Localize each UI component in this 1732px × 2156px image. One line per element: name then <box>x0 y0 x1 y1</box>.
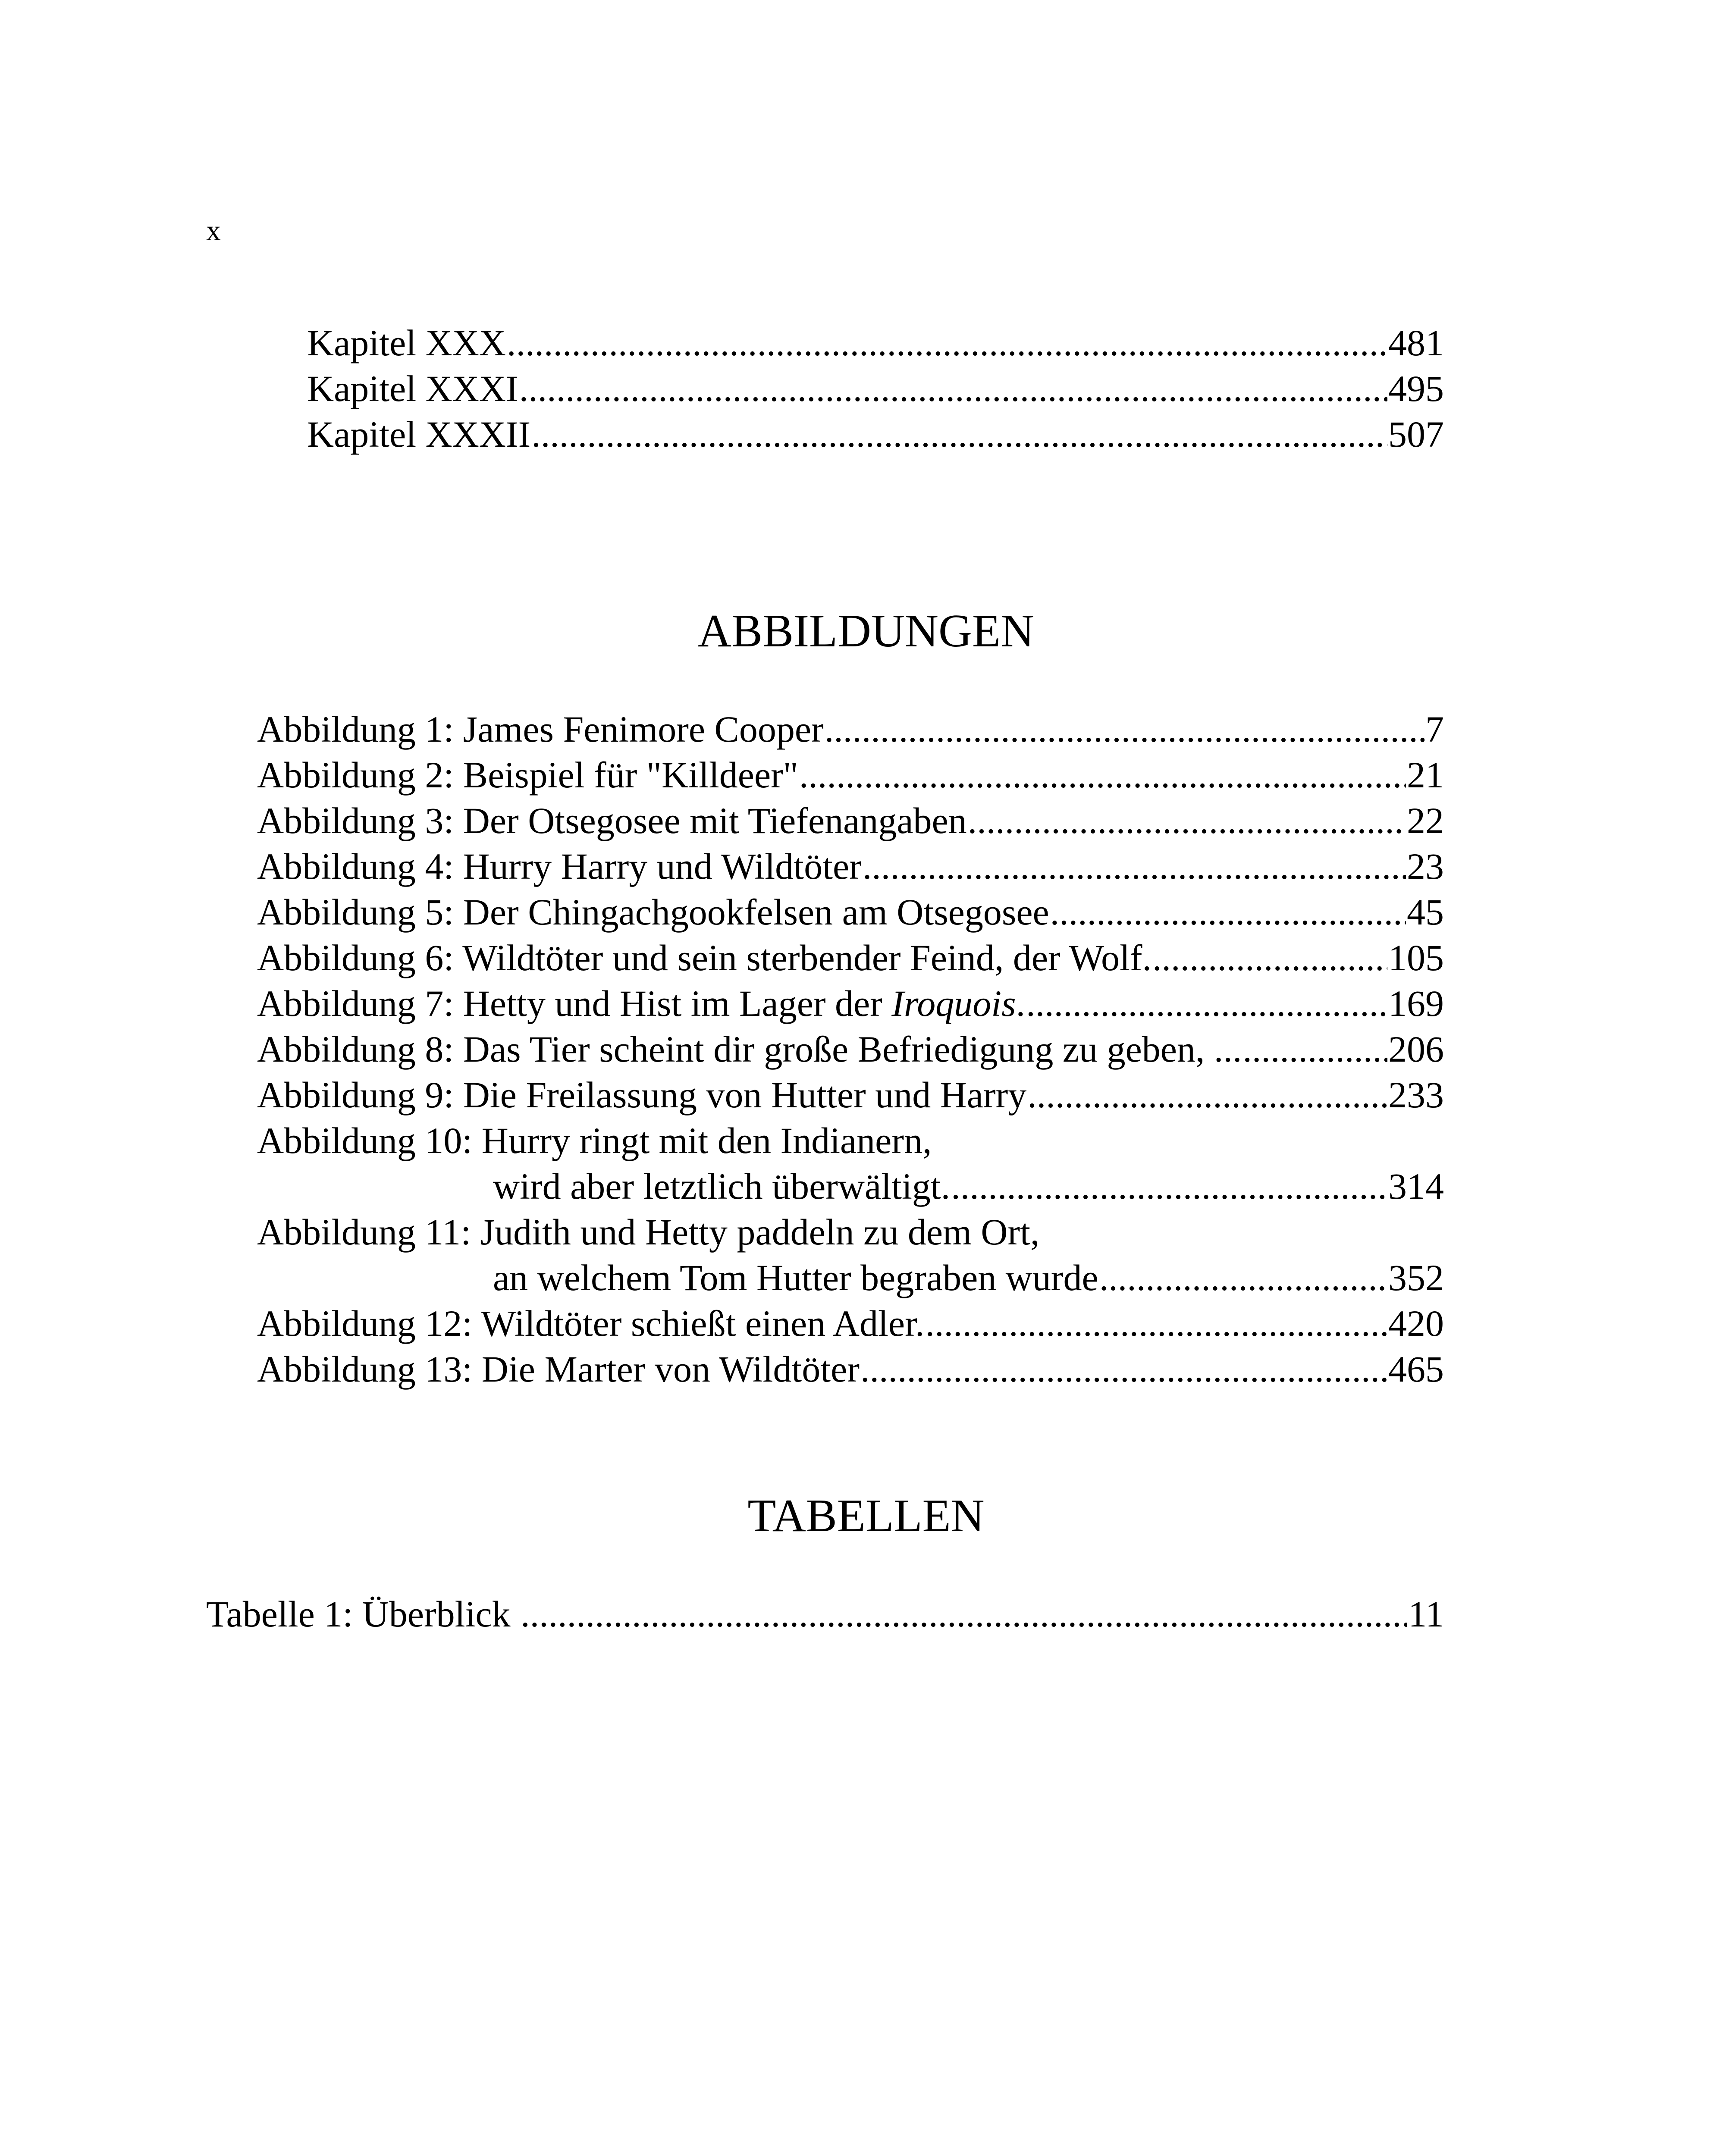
dot-leader <box>799 756 1406 793</box>
dot-leader <box>1243 1031 1387 1068</box>
toc-entry-chapter-32[interactable] <box>307 416 1444 453</box>
toc-entry-label: Abbildung 13: Die Marter von Wildtöter <box>257 1348 860 1390</box>
toc-entry-label: Tabelle 1: Überblick <box>206 1593 520 1635</box>
dot-leader <box>926 1305 1388 1342</box>
toc-entry-page: 481 <box>1388 322 1444 364</box>
toc-entry-page: 495 <box>1388 368 1444 409</box>
toc-entry-figure-2[interactable] <box>257 754 1444 796</box>
toc-entry-figure-10[interactable] <box>493 1168 1444 1205</box>
toc-entry-label: Kapitel XXX <box>307 322 506 364</box>
toc-entry-page: 314 <box>1388 1166 1444 1207</box>
dot-leader <box>1152 939 1387 976</box>
toc-entry-figure-8[interactable] <box>257 1028 1444 1070</box>
toc-entry-figure-6[interactable] <box>257 939 1444 976</box>
dot-leader <box>531 416 1387 453</box>
dot-leader <box>860 1351 1387 1388</box>
toc-entry-figure-7[interactable] <box>257 985 1444 1022</box>
toc-entry-label: Abbildung 1: James Fenimore Cooper <box>257 708 824 750</box>
toc-entry-page: 11 <box>1408 1593 1444 1635</box>
toc-entry-chapter-31[interactable] <box>307 370 1444 407</box>
toc-entry-label: Abbildung 9: Die Freilassung von Hutter und Harry <box>257 1074 1027 1116</box>
toc-entry-label: Abbildung 2: Beispiel für "Killdeer" <box>257 754 798 796</box>
toc-entry-figure-10-line1[interactable]: Abbildung 10: Hurry ringt mit den Indianern, <box>257 1120 932 1161</box>
toc-entry-page: 22 <box>1407 800 1444 841</box>
toc-entry-figure-1[interactable] <box>257 708 1444 750</box>
toc-entry-label: Abbildung 12: Wildtöter schießt einen Adler. <box>257 1303 925 1344</box>
toc-entry-page: 105 <box>1388 937 1444 978</box>
dot-leader <box>863 848 1406 885</box>
toc-entry-table-1[interactable] <box>206 1595 1444 1633</box>
dot-leader <box>507 324 1387 361</box>
toc-entry-label: wird aber letztlich überwältigt. <box>493 1166 951 1207</box>
dot-leader <box>1026 985 1387 1022</box>
toc-entry-label: Abbildung 5: Der Chingachgookfelsen am Otsegosee <box>257 891 1049 933</box>
toc-entry-page: 206 <box>1388 1028 1444 1070</box>
toc-entry-label: Abbildung 6: Wildtöter und sein sterbender Feind, der Wolf. <box>257 937 1152 978</box>
toc-entry-page: 7 <box>1425 708 1444 750</box>
toc-entry-figure-9[interactable] <box>257 1074 1444 1116</box>
figures-heading: ABBILDUNGEN <box>698 605 1034 657</box>
toc-entry-label: Abbildung 4: Hurry Harry und Wildtöter <box>257 846 862 887</box>
toc-entry-label-part: Abbildung 7: Hetty und Hist im Lager der <box>257 983 892 1024</box>
toc-entry-figure-11[interactable] <box>493 1259 1444 1296</box>
toc-entry-page: 352 <box>1388 1257 1444 1298</box>
toc-entry-figure-5[interactable] <box>257 893 1444 931</box>
toc-entry-label-italic: Iroquois <box>891 983 1016 1024</box>
dot-leader <box>1099 1259 1387 1296</box>
toc-entry-figure-13[interactable] <box>257 1348 1444 1390</box>
tables-heading: TABELLEN <box>747 1490 985 1542</box>
toc-entry-page: 169 <box>1388 983 1444 1024</box>
dot-leader <box>1050 893 1406 931</box>
toc-entry-label: Abbildung 8: Das Tier scheint dir große Befriedigung zu geben, ... <box>257 1028 1242 1070</box>
toc-entry-page: 233 <box>1388 1074 1444 1116</box>
dot-leader <box>951 1168 1387 1205</box>
toc-entry-page: 420 <box>1388 1303 1444 1344</box>
toc-entry-figure-11-line1[interactable]: Abbildung 11: Judith und Hetty paddeln zu dem Ort, <box>257 1211 1040 1253</box>
toc-entry-figure-3[interactable] <box>257 802 1444 839</box>
dot-leader <box>521 1595 1407 1633</box>
page-number: x <box>206 214 221 247</box>
toc-entry-figure-12[interactable] <box>257 1305 1444 1342</box>
toc-entry-label: an welchem Tom Hutter begraben wurde <box>493 1257 1098 1298</box>
toc-entry-label: Abbildung 3: Der Otsegosee mit Tiefenangaben <box>257 800 967 841</box>
dot-leader <box>1027 1076 1387 1113</box>
toc-entry-page: 45 <box>1407 891 1444 933</box>
toc-entry-page: 21 <box>1407 754 1444 796</box>
toc-entry-page: 23 <box>1407 846 1444 887</box>
toc-entry-label: Kapitel XXXI <box>307 368 518 409</box>
dot-leader <box>519 370 1387 407</box>
toc-entry-chapter-30[interactable] <box>307 322 1444 364</box>
toc-entry-label: Kapitel XXXII <box>307 414 531 455</box>
dot-leader <box>825 711 1425 748</box>
toc-entry-page: 507 <box>1388 414 1444 455</box>
toc-entry-page: 465 <box>1388 1348 1444 1390</box>
toc-entry-figure-4[interactable] <box>257 848 1444 885</box>
toc-entry-label <box>257 985 1025 1022</box>
dot-leader <box>968 802 1406 839</box>
toc-entry-label-part: . <box>1016 983 1026 1024</box>
